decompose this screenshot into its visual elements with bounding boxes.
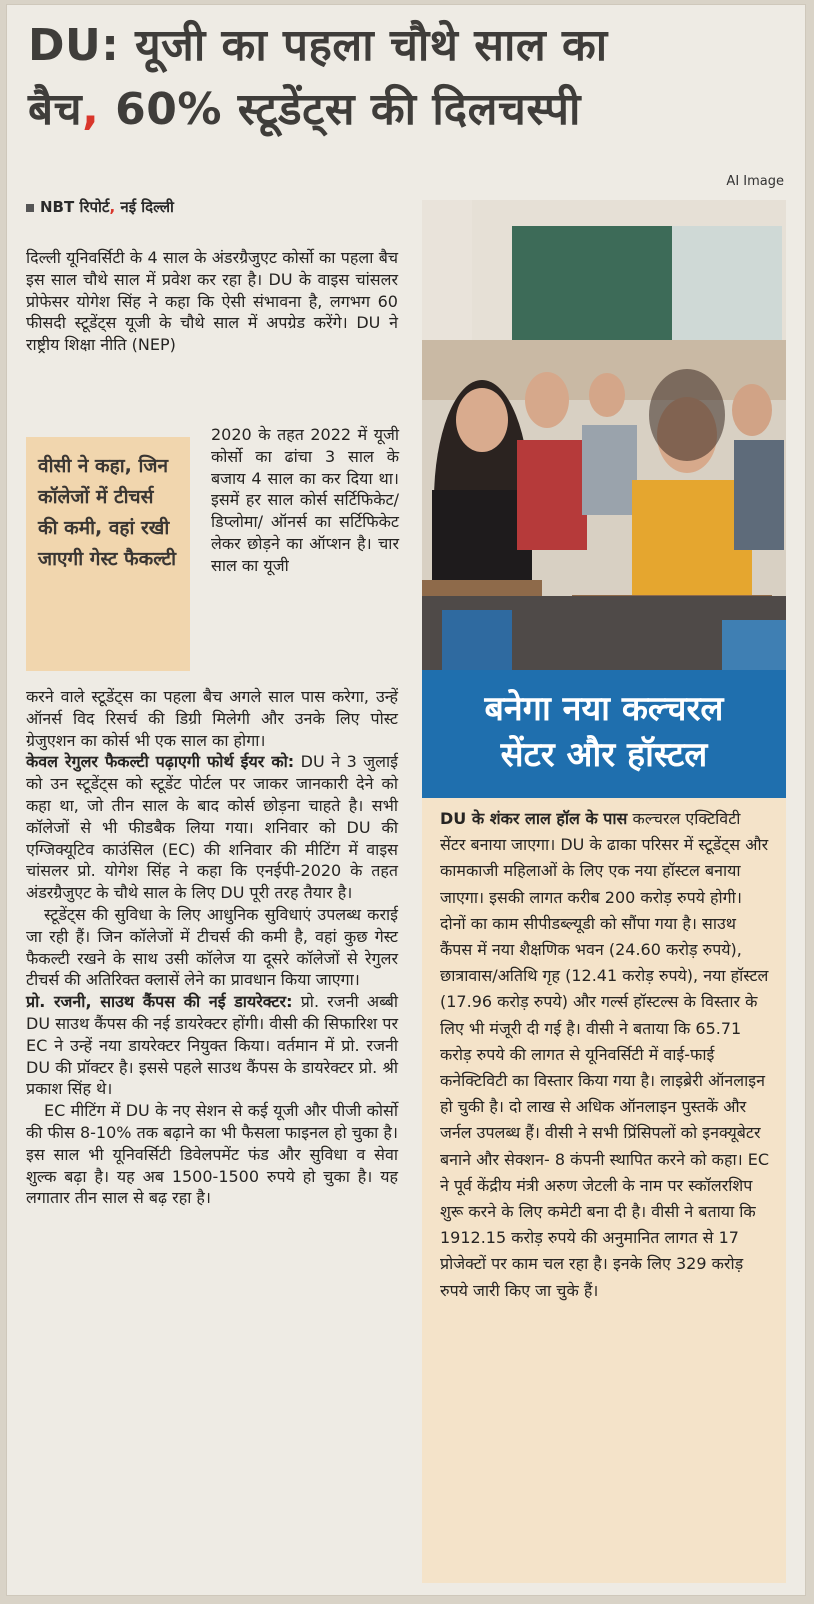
byline <box>26 197 174 217</box>
article-paragraph-2-text: DU ने 3 जुलाई को उन स्टूडेंट्स को स्टूडेंट पोर्टल पर जाकर जानकारी देने को कहा था, जो तीन साल के बाद कोर्स छोड़ना चाहते है। सभी कॉलेजों से भी फीडबैक लिया गया। शनिवार को DU की एग्जिक्यूटिव काउंसिल (EC) की शनिवार की मीटिंग में वाइस चांसलर प्रो. योगेश सिंह ने कहा कि एनईपी-2020 के तहत अंडरग्रैजुएट के चौथे साल के लिए DU पूरी तरह तैयार है। <box>26 752 398 903</box>
article-paragraph-1-end: करने वाले स्टूडेंट्स का पहला बैच अगले साल पास करेगा, उन्हें ऑनर्स विद रिसर्च की डिग्री मिलेगी और उनके लिए पोस्ट ग्रेजुएशन का कोर्स भी एक साल का होगा। <box>26 687 398 750</box>
newspaper-clipping <box>6 4 806 1596</box>
headline-word-batch: बैच <box>28 84 83 135</box>
article-body <box>26 686 398 1209</box>
headline-comma: , <box>82 84 100 135</box>
classroom-illustration <box>422 200 786 670</box>
byline-agency: NBT रिपोर्ट <box>40 198 110 216</box>
article-paragraph-5: EC मीटिंग में DU के नए सेशन से कई यूजी और पीजी कोर्सो की फीस 8-10% तक बढ़ाने का भी फैसला फाइनल हो चुका है। इस साल भी यूनिवर्सिटी डिवेलपमेंट फंड और सुविधा व सेवा शुल्क बढ़ा है। यह अब 1500-1500 रुपये हो चुका है। यह लगातार तीन साल से बढ़ रहा है। <box>26 1101 398 1208</box>
article-paragraph-1-wrap: 2020 के तहत 2022 में यूजी कोर्सो का ढांचा 3 साल के बजाय 4 साल का कर दिया था। इसमें हर साल कोर्स सर्टिफिकेट/डिप्लोमा/ ऑनर्स का सर्टिफिकेट लेकर छोड़ने का ऑप्शन है। चार साल का यूजी <box>211 425 399 575</box>
subheading-prof-rajni: प्रो. रजनी, साउथ कैंपस की नई डायरेक्टर: <box>26 992 293 1012</box>
sidebar-lead: DU के शंकर लाल हॉल के पास <box>440 809 628 828</box>
headline-line-2 <box>28 78 798 142</box>
ai-image-label: AI Image <box>726 174 784 189</box>
headline-line-1: DU: यूजी का पहला चौथे साल का <box>28 20 608 71</box>
article-intro <box>26 247 398 356</box>
sidebar-banner <box>422 670 786 798</box>
article-wrap-text <box>211 424 399 577</box>
byline-city: नई दिल्ली <box>115 198 174 216</box>
headline-rest: 60% स्टूडेंट्स की दिलचस्पी <box>99 84 581 135</box>
banner-line-1: बनेगा नया कल्चरल <box>484 689 724 729</box>
banner-line-2: सेंटर और हॉस्टल <box>500 735 708 775</box>
sidebar-body: कल्चरल एक्टिविटी सेंटर बनाया जाएगा। DU के ढाका परिसर में स्टूडेंट्स और कामकाजी महिलाओं के लिए एक नया हॉस्टल बनाया जाएगा। इसकी लागत करीब 200 करोड़ रुपये होगी। दोनों का काम सीपीडब्ल्यूडी को सौंपा गया है। साउथ कैंपस में नया शैक्षणिक भवन (24.60 करोड़ रुपये), छात्रावास/अतिथि गृह (12.41 करोड़ रुपये), नया हॉस्टल (17.96 करोड़ रुपये) और गर्ल्स हॉस्टल्स के विस्तार के लिए भी मंजूरी दी गई है। वीसी ने बताया कि 65.71 करोड़ रुपये की लागत से यूनिवर्सिटी में वाई-फाई कनेक्टिविटी का विस्तार किया गया है। लाइब्रेरी ऑनलाइन हो चुकी है। दो लाख से अधिक ऑनलाइन पुस्तकें और जर्नल उपलब्ध हैं। वीसी ने सभी प्रिंसिपलों को इनक्यूबेटर बनाने और सेक्शन- 8 कंपनी स्थापित करने को कहा। EC ने पूर्व केंद्रीय मंत्री अरुण जेटली के नाम पर स्कॉलरशिप शुरू करने के लिए कमेटी बना दी है। वीसी ने बताया कि 1912.15 करोड़ रुपये की अनुमानित लागत से 17 प्रोजेक्टों पर काम चल रहा है। इनके लिए 329 करोड़ रुपये जारी किए जा चुके हैं। <box>440 809 770 1300</box>
byline-comma: , <box>109 198 116 216</box>
subheading-regular-faculty: केवल रेगुलर फैकल्टी पढ़ाएगी फोर्थ ईयर को: <box>26 752 295 772</box>
square-bullet-icon <box>26 204 34 212</box>
article-paragraph-2 <box>26 751 398 904</box>
article-paragraph-4-text: प्रो. रजनी अब्बी DU साउथ कैंपस की नई डायरेक्टर होंगी। वीसी की सिफारिश पर EC ने उन्हें नया डायरेक्टर नियुक्त किया। वर्तमान में प्रो. रजनी DU की प्रॉक्टर है। इससे पहले साउथ कैंपस के डायरेक्टर प्रो. श्री प्रकाश सिंह थे। <box>26 992 398 1099</box>
article-paragraph-1: दिल्ली यूनिवर्सिटी के 4 साल के अंडरग्रैजुएट कोर्सो का पहला बैच इस साल चौथे साल में प्रवेश कर रहा है। DU के वाइस चांसलर प्रोफेसर योगेश सिंह ने कहा कि ऐसी संभावना है, लगभग 60 फीसदी स्टूडेंट्स यूजी के चौथे साल में अपग्रेड करेंगे। DU ने राष्ट्रीय शिक्षा नीति (NEP) <box>26 248 398 355</box>
sidebar-box <box>422 798 786 1583</box>
article-paragraph-3: स्टूडेंट्स की सुविधा के लिए आधुनिक सुविधाएं उपलब्ध कराई जा रही हैं। जिन कॉलेजों में टीचर्स की कमी है, वहां कुछ गेस्ट फैकल्टी रखने के साथ उसी कॉलेज या दूसरे कॉलेजों से रेगुलर टीचर्स की अतिरिक्त क्लासें लेने का प्रावधान किया जाएगा। <box>26 904 398 990</box>
sidebar-text <box>440 806 770 1304</box>
headline <box>28 14 798 142</box>
article-paragraph-4 <box>26 991 398 1100</box>
pull-quote: वीसी ने कहा, जिन कॉलेजों में टीचर्स की कमी, वहां रखी जाएगी गेस्ट फैकल्टी <box>26 437 190 671</box>
classroom-photo <box>422 200 786 670</box>
